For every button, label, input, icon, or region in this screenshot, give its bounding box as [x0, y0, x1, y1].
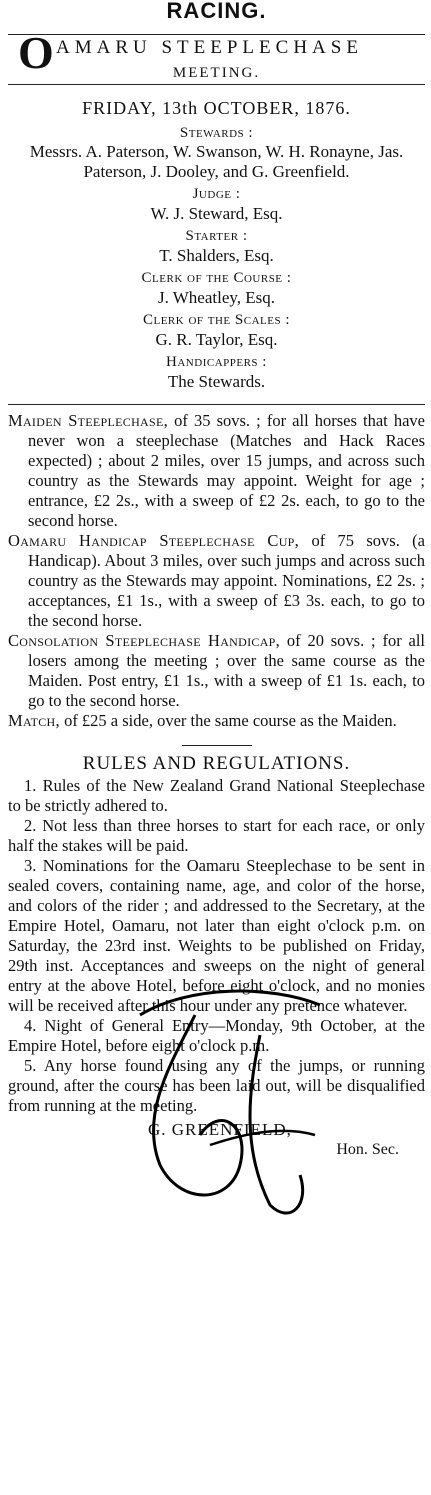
race-item: [8, 631, 425, 711]
clerk-course-name: J. Wheatley, Esq.: [157, 288, 276, 307]
rules-title: RULES AND REGULATIONS.: [82, 753, 351, 774]
handicappers-name: The Stewards.: [167, 372, 266, 391]
rule-item: 1. Rules of the New Zealand Grand National Steeplechase to be strictly adhered to.: [8, 776, 425, 815]
clerk-scales-label: Clerk of the Scales :: [142, 312, 290, 328]
race-name: Match,: [8, 711, 60, 730]
starter-label: Starter :: [185, 228, 248, 244]
judge-name: W. J. Steward, Esq.: [150, 204, 283, 223]
handicappers-label: Handicappers :: [166, 354, 267, 370]
race-name: Oamaru Handicap Steeplechase Cup,: [8, 531, 300, 550]
signature-title: Hon. Sec.: [336, 1141, 399, 1158]
rule-item: 3. Nominations for the Oamaru Steeplechase to be sent in sealed covers, containing name, age, and color of the horse, and colors of the rider ; and addressed to the Secretary, at the Empire Hotel, Oamaru, not later than eight o'clock p.m. on Saturday, the 23rd inst. Weights to be published on Friday, 29th inst. Acceptances and sweeps on the night of general entry at the above Hotel, before eight o'clock, and no monies will be received after this hour under any pretence whatever.: [8, 856, 425, 1015]
clerk-scales-name: G. R. Taylor, Esq.: [155, 330, 278, 349]
masthead-title: AMARU STEEPLECHASE: [56, 37, 363, 58]
rules-divider: [182, 745, 252, 746]
section-heading: RACING.: [166, 0, 267, 23]
signature-name: G. GREENFIELD,: [148, 1120, 292, 1139]
rule-item: 2. Not less than three horses to start for each race, or only half the stakes will be paid.: [8, 816, 425, 855]
judge-label: Judge :: [192, 186, 241, 202]
officials-block: [8, 125, 425, 392]
race-name: Consolation Steeplechase Handicap,: [8, 631, 281, 650]
race-item: [8, 711, 425, 731]
race-text: of 20 sovs. ; for all losers among the meeting ; over the same course as the Maiden. Post entry, £1 1s., with a sweep of £1 1s. each, to go to the second horse.: [28, 631, 425, 710]
header-rule: [8, 84, 425, 85]
race-item: [8, 531, 425, 631]
clerk-course-label: Clerk of the Course :: [141, 270, 292, 286]
rules-list: [8, 776, 425, 1116]
stewards-names: Messrs. A. Paterson, W. Swanson, W. H. Ronayne, Jas. Paterson, J. Dooley, and G. Greenfield.: [29, 142, 404, 181]
rule-item: 5. Any horse found using any of the jumps, or running ground, after the course has been laid out, will be disqualified from running at the meeting.: [8, 1056, 425, 1115]
races-rule: [8, 404, 425, 405]
masthead-meeting: MEETING.: [172, 65, 261, 81]
starter-name: T. Shalders, Esq.: [159, 246, 274, 265]
masthead: [8, 24, 425, 81]
race-text: of 75 sovs. (a Handicap). About 3 miles, over such jumps and across such country as the Stewards may appoint. Nominations, £2 2s. ; acceptances, £1 1s., with a sweep of £3 3s. each, to go to the second horse.: [28, 531, 425, 630]
rule-item: 4. Night of General Entry—Monday, 9th October, at the Empire Hotel, before eight o'clock p.m.: [8, 1016, 425, 1055]
meeting-date: FRIDAY, 13th OCTOBER, 1876.: [82, 98, 351, 118]
race-item: [8, 411, 425, 531]
race-name: Maiden Steeplechase,: [8, 411, 169, 430]
top-rule: [8, 34, 425, 35]
race-text: of 35 sovs. ; for all horses that have never won a steeplechase (Matches and Hack Races expected) ; about 2 miles, over 15 jumps, and across such country as the Stewards may appoint. Weight for age ; entrance, £2 2s., with a sweep of £2 2s. each, to go to the second horse.: [28, 411, 425, 530]
race-list: [8, 411, 425, 731]
stewards-label: Stewards :: [179, 125, 254, 141]
dropcap-letter: O: [18, 27, 54, 78]
race-text: of £25 a side, over the same course as the Maiden.: [59, 711, 397, 730]
